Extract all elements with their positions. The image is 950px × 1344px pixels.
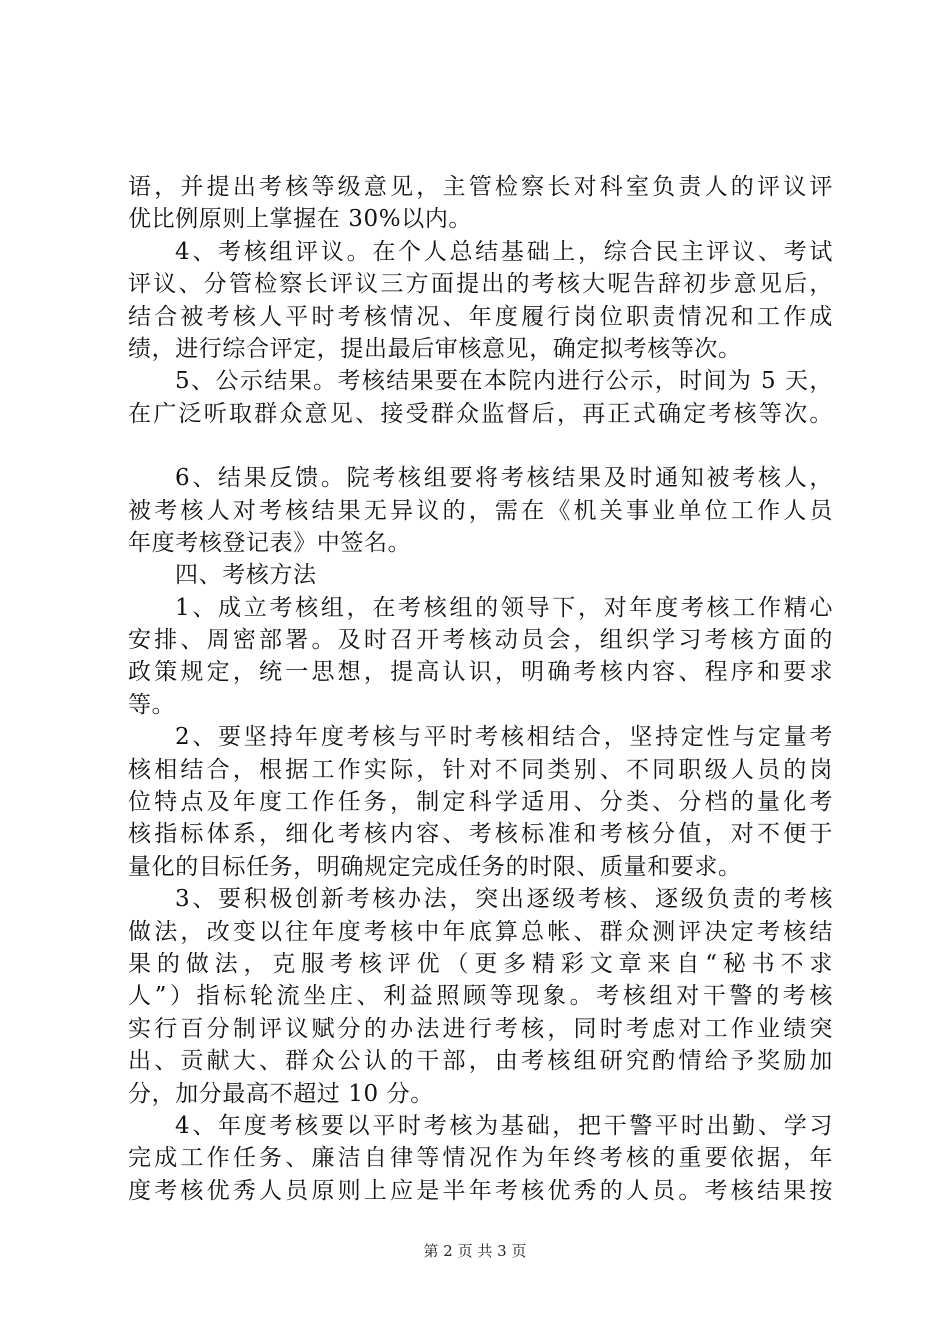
text-line: 位特点及年度工作任务，制定科学适用、分类、分档的量化考 xyxy=(128,789,833,816)
text-line: 安排、周密部署。及时召开考核动员会，组织学习考核方面的 xyxy=(128,627,833,654)
text-line: 评议、分管检察长评议三方面提出的考核大呢告辞初步意见后， xyxy=(128,271,833,298)
text-line: 在广泛听取群众意见、接受群众监督后，再正式确定考核等次。 xyxy=(128,400,833,427)
text-line: 核相结合，根据工作实际，针对不同类别、不同职级人员的岗 xyxy=(128,756,833,783)
text-line: 果的做法，克服考核评优（更多精彩文章来自“秘书不求 xyxy=(128,950,833,977)
text-line: 被考核人对考核结果无异议的，需在《机关事业单位工作人员 xyxy=(128,497,833,524)
text-line: 完成工作任务、廉洁自律等情况作为年终考核的重要依据，年 xyxy=(128,1145,833,1172)
text-line: 语，并提出考核等级意见，主管检察长对科室负责人的评议评 xyxy=(128,174,833,200)
section-heading: 四、考核方法 xyxy=(175,562,317,589)
text-line: 做法，改变以往年度考核中年底算总帐、群众测评决定考核结 xyxy=(128,918,833,945)
paragraph-start-line: 2、要坚持年度考核与平时考核相结合，坚持定性与定量考 xyxy=(175,724,833,751)
text-line: 绩，进行综合评定，提出最后审核意见，确定拟考核等次。 xyxy=(128,335,742,362)
text-line: 政策规定，统一思想，提高认识，明确考核内容、程序和要求 xyxy=(128,659,833,686)
paragraph-start-line: 1、成立考核组，在考核组的领导下，对年度考核工作精心 xyxy=(175,594,833,621)
text-line: 年度考核登记表》中签名。 xyxy=(128,529,412,556)
text-line: 出、贡献大、群众公认的干部，由考核组研究酌情给予奖励加 xyxy=(128,1048,833,1075)
document-body xyxy=(128,171,833,1207)
text-line: 核指标体系，细化考核内容、考核标准和考核分值，对不便于 xyxy=(128,821,833,848)
text-line: 等。 xyxy=(128,691,176,718)
paragraph-start-line: 5、公示结果。考核结果要在本院内进行公示，时间为 5 天， xyxy=(175,368,833,395)
paragraph-start-line: 6、结果反馈。院考核组要将考核结果及时通知被考核人， xyxy=(175,465,833,492)
text-line: 结合被考核人平时考核情况、年度履行岗位职责情况和工作成 xyxy=(128,303,833,330)
paragraph-gap xyxy=(128,430,833,462)
paragraph-start-line: 4、年度考核要以平时考核为基础，把干警平时出勤、学习 xyxy=(175,1112,833,1139)
paragraph-start-line: 3、要积极创新考核办法，突出逐级考核、逐级负责的考核 xyxy=(175,886,833,913)
text-line: 优比例原则上掌握在 30%以内。 xyxy=(128,206,473,233)
page-number-footer: 第 2 页 共 3 页 xyxy=(423,1242,527,1260)
text-line: 度考核优秀人员原则上应是半年考核优秀的人员。考核结果按 xyxy=(128,1177,833,1204)
text-line: 实行百分制评议赋分的办法进行考核，同时考虑对工作业绩突 xyxy=(128,1015,833,1042)
text-line: 人”）指标轮流坐庄、利益照顾等现象。考核组对干警的考核 xyxy=(128,983,833,1010)
text-line: 量化的目标任务，明确规定完成任务的时限、质量和要求。 xyxy=(128,853,742,880)
paragraph-start-line: 4、考核组评议。在个人总结基础上，综合民主评议、考试 xyxy=(175,238,833,265)
text-line: 分，加分最高不超过 10 分。 xyxy=(128,1080,434,1107)
